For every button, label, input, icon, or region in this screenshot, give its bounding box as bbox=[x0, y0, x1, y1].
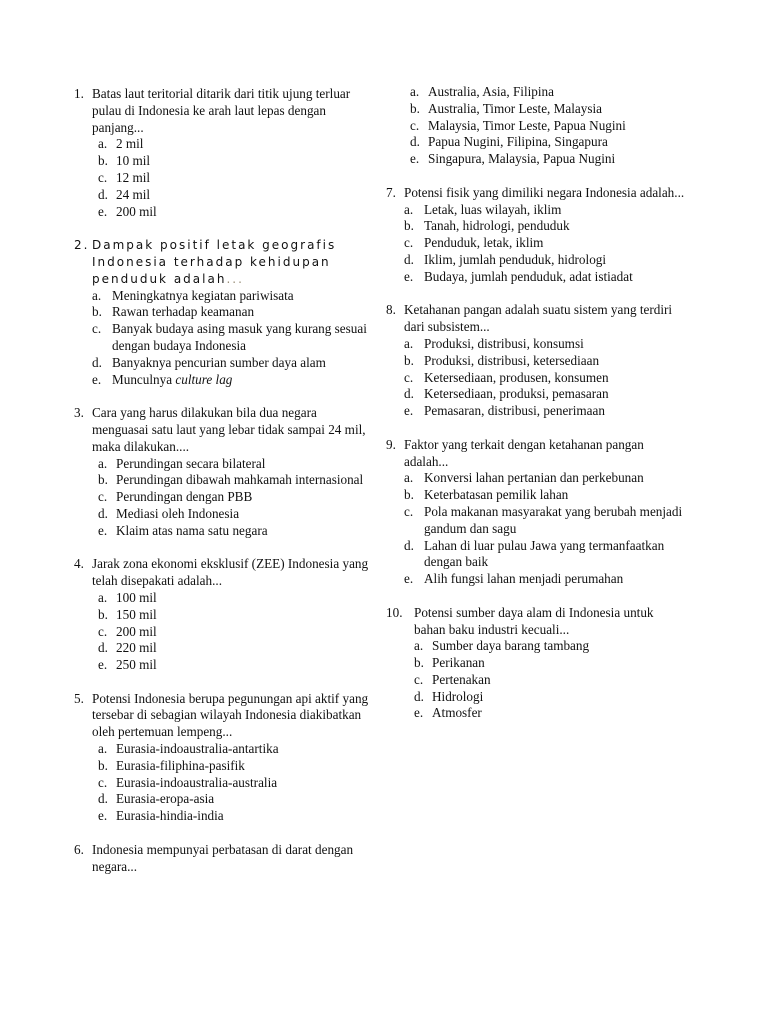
question-text-line-3: penduduk adalah... bbox=[92, 271, 244, 286]
option-a: a. Sumber daya barang tambang bbox=[414, 638, 590, 654]
option-d: d. Banyaknya pencurian sumber daya alam bbox=[92, 354, 326, 370]
option-c: c. Perundingan dengan PBB bbox=[98, 489, 253, 505]
option-c: c. Penduduk, letak, iklim bbox=[404, 235, 544, 251]
question-stem bbox=[386, 185, 686, 202]
question-number: 3. bbox=[74, 405, 84, 421]
question-9 bbox=[386, 437, 686, 588]
option-list bbox=[386, 470, 686, 588]
question-6 bbox=[74, 842, 374, 876]
option-d: d. 220 mil bbox=[98, 640, 157, 656]
option-list bbox=[74, 741, 374, 825]
option-a: a. 2 mil bbox=[98, 136, 144, 152]
option-b: b. Rawan terhadap keamanan bbox=[92, 304, 255, 320]
option-a: a. Produksi, distribusi, konsumsi bbox=[404, 335, 584, 351]
option-a: a. Perundingan secara bilateral bbox=[98, 455, 266, 471]
question-text: Cara yang harus dilakukan bila dua negara menguasai satu laut yang lebar tidak sampai 24 mil, maka dilakukan.... bbox=[92, 405, 366, 454]
question-stem bbox=[74, 842, 374, 876]
option-c: c. Ketersediaan, produsen, konsumen bbox=[404, 369, 609, 385]
question-text: Batas laut teritorial ditarik dari titik ujung terluar pulau di Indonesia ke arah laut lepas dengan panjang... bbox=[92, 86, 351, 135]
option-b: b. Tanah, hidrologi, penduduk bbox=[404, 218, 570, 234]
question-7 bbox=[386, 185, 686, 286]
option-e: e. Budaya, jumlah penduduk, adat istiadat bbox=[404, 268, 633, 284]
option-d: d. Iklim, jumlah penduduk, hidrologi bbox=[404, 251, 607, 267]
question-stem bbox=[386, 437, 686, 471]
option-b: b. 10 mil bbox=[98, 153, 151, 169]
option-b: b. Eurasia-filiphina-pasifik bbox=[98, 757, 245, 773]
left-column bbox=[74, 86, 374, 892]
option-d: d. Lahan di luar pulau Jawa yang termanfaatkan dengan baik bbox=[404, 537, 665, 570]
option-list bbox=[386, 202, 686, 286]
option-c: c. Pertenakan bbox=[414, 671, 491, 687]
option-c: c. Malaysia, Timor Leste, Papua Nugini bbox=[410, 117, 626, 133]
option-e: e. Atmosfer bbox=[414, 705, 482, 721]
question-text: Indonesia mempunyai perbatasan di darat dengan negara... bbox=[92, 841, 354, 874]
question-stem bbox=[74, 556, 374, 590]
option-a: a. Eurasia-indoaustralia-antartika bbox=[98, 741, 279, 757]
option-e: e. Klaim atas nama satu negara bbox=[98, 522, 268, 538]
question-8 bbox=[386, 302, 686, 420]
question-text-line-1: Dampak positif letak geografis bbox=[92, 238, 337, 253]
option-a: a. Letak, luas wilayah, iklim bbox=[404, 201, 562, 217]
question-1 bbox=[74, 86, 374, 220]
option-c: c. Eurasia-indoaustralia-australia bbox=[98, 774, 278, 790]
option-e: e. Pemasaran, distribusi, penerimaan bbox=[404, 403, 605, 419]
option-italic-term: culture lag bbox=[175, 371, 233, 387]
question-stem bbox=[74, 237, 374, 287]
option-d: d. Eurasia-eropa-asia bbox=[98, 791, 215, 807]
question-stem bbox=[74, 405, 374, 455]
question-text-line-2: Indonesia terhadap kehidupan bbox=[92, 254, 331, 269]
option-b: b. Perikanan bbox=[414, 655, 485, 671]
option-e: e. Singapura, Malaysia, Papua Nugini bbox=[410, 151, 616, 167]
option-list bbox=[386, 638, 686, 722]
option-c: c. 12 mil bbox=[98, 169, 151, 185]
question-10 bbox=[386, 605, 686, 723]
question-2 bbox=[74, 237, 374, 388]
question-stem bbox=[74, 86, 374, 136]
question-4 bbox=[74, 556, 374, 674]
question-6-options bbox=[386, 84, 686, 168]
option-d: d. 24 mil bbox=[98, 186, 151, 202]
option-b: b. 150 mil bbox=[98, 606, 157, 622]
option-b: b. Perundingan dibawah mahkamah internasional bbox=[98, 472, 364, 488]
question-number: 10. bbox=[386, 604, 403, 620]
option-b: b. Australia, Timor Leste, Malaysia bbox=[410, 100, 602, 116]
option-e: e. Eurasia-hindia-india bbox=[98, 808, 224, 824]
question-3 bbox=[74, 405, 374, 539]
question-number: 5. bbox=[74, 690, 84, 706]
question-number: 9. bbox=[386, 436, 396, 452]
option-e: e. Munculnya culture lag bbox=[92, 371, 233, 387]
question-text: Faktor yang terkait dengan ketahanan pangan adalah... bbox=[404, 436, 644, 469]
option-e: e. 200 mil bbox=[98, 203, 157, 219]
option-e: e. Alih fungsi lahan menjadi perumahan bbox=[404, 571, 624, 587]
option-a: a. Meningkatnya kegiatan pariwisata bbox=[92, 287, 294, 303]
option-list bbox=[386, 336, 686, 420]
option-b: b. Produksi, distribusi, ketersediaan bbox=[404, 352, 600, 368]
question-text: Jarak zona ekonomi eksklusif (ZEE) Indonesia yang telah disepakati adalah... bbox=[92, 556, 369, 589]
question-stem bbox=[74, 691, 374, 741]
option-a: a. Konversi lahan pertanian dan perkebunan bbox=[404, 470, 644, 486]
option-e: e. 250 mil bbox=[98, 657, 157, 673]
question-text: Ketahanan pangan adalah suatu sistem yang terdiri dari subsistem... bbox=[404, 302, 673, 335]
question-stem bbox=[386, 302, 686, 336]
option-d: d. Mediasi oleh Indonesia bbox=[98, 505, 240, 521]
option-list bbox=[74, 456, 374, 540]
option-list bbox=[74, 136, 374, 220]
question-text: Potensi fisik yang dimiliki negara Indonesia adalah... bbox=[404, 184, 685, 200]
option-b: b. Keterbatasan pemilik lahan bbox=[404, 487, 569, 503]
option-c: c. Banyak budaya asing masuk yang kurang sesuai dengan budaya Indonesia bbox=[92, 321, 367, 353]
question-number: 7. bbox=[386, 184, 396, 200]
question-text: Potensi Indonesia berupa pegunungan api aktif yang tersebar di sebagian wilayah Indonesia diakibatkan oleh pertemuan lempeng... bbox=[92, 690, 369, 740]
question-number: 6. bbox=[74, 841, 84, 857]
option-a: a. 100 mil bbox=[98, 589, 157, 605]
option-list bbox=[74, 288, 374, 389]
option-list bbox=[386, 84, 686, 168]
option-list bbox=[74, 590, 374, 674]
question-stem bbox=[386, 605, 686, 639]
question-number: 4. bbox=[74, 556, 84, 572]
option-d: d. Papua Nugini, Filipina, Singapura bbox=[410, 134, 608, 150]
option-d: d. Ketersediaan, produksi, pemasaran bbox=[404, 386, 609, 402]
question-number: 8. bbox=[386, 302, 396, 318]
question-number: 2. bbox=[74, 238, 90, 253]
option-c: c. 200 mil bbox=[98, 623, 157, 639]
question-5 bbox=[74, 691, 374, 825]
option-c: c. Pola makanan masyarakat yang berubah menjadi gandum dan sagu bbox=[404, 503, 683, 536]
option-d: d. Hidrologi bbox=[414, 688, 484, 704]
option-a: a. Australia, Asia, Filipina bbox=[410, 84, 555, 99]
question-text: Potensi sumber daya alam di Indonesia untuk bahan baku industri kecuali... bbox=[414, 604, 654, 637]
right-column bbox=[386, 86, 686, 739]
question-number: 1. bbox=[74, 86, 84, 101]
